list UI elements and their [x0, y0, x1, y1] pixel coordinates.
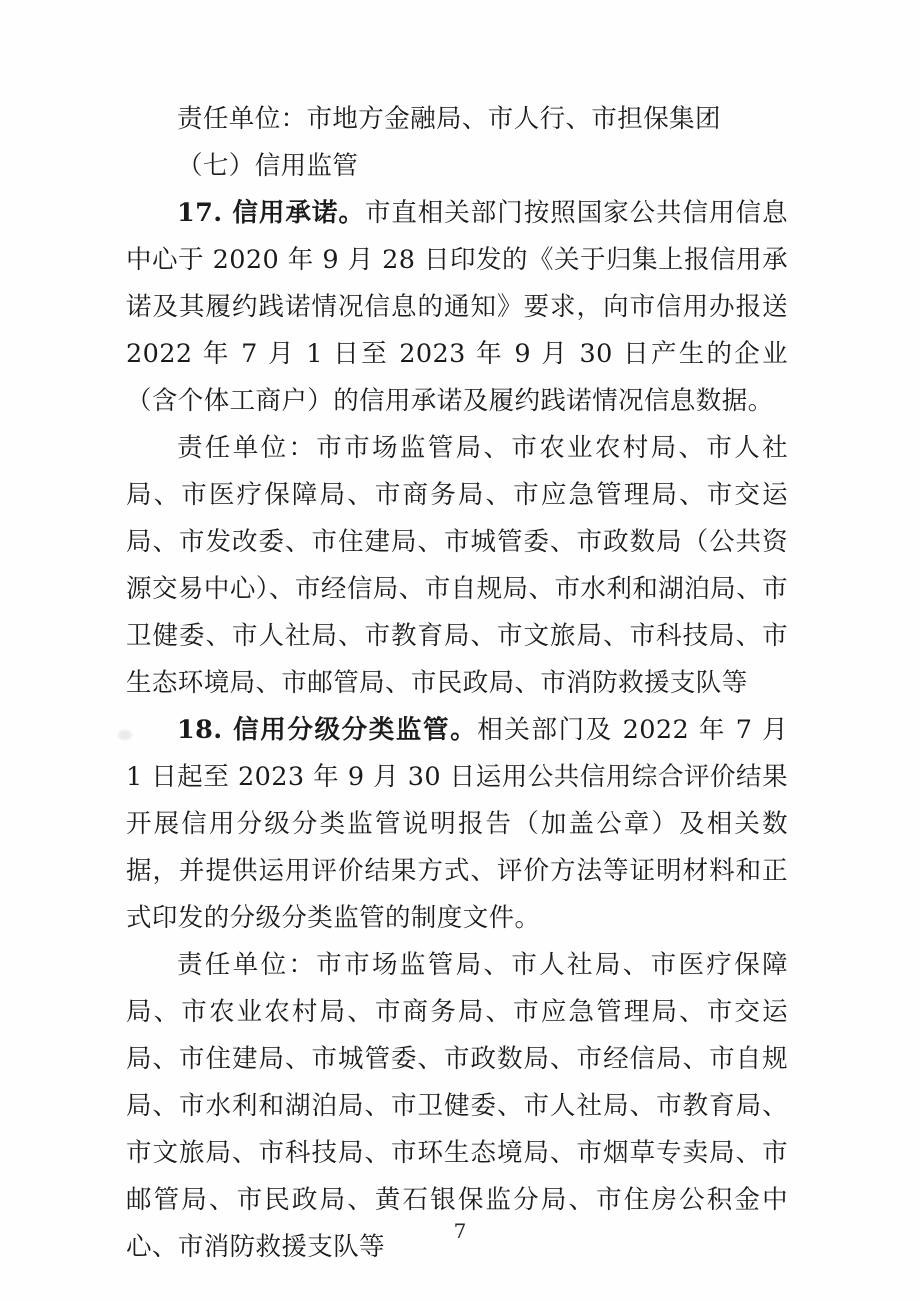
paragraph-item-18: [126, 707, 788, 942]
paragraph-section-heading-7: （七）信用监管: [177, 151, 359, 181]
paragraph-item-17: [126, 190, 788, 425]
item-17-text: 市直相关部门按照国家公共信用信息中心于 2020 年 9 月 28 日印发的《关于归集上报信用承诺及其履约践诺情况信息的通知》要求，向市信用办报送 2022 年 7 月 1 日至 2023 年 9 月 30 日产生的企业（含个体工商户）的信用承诺及履约践诺情况信息数据。: [126, 198, 788, 416]
paragraph-responsible-unit-1: 责任单位：市地方金融局、市人行、市担保集团: [177, 104, 721, 134]
item-18-lead: 18. 信用分级分类监管。: [177, 715, 478, 745]
item-17-lead: 17. 信用承诺。: [177, 198, 365, 228]
paper-smudge: [118, 730, 132, 740]
page-number: 7: [453, 1219, 467, 1243]
paragraph-responsible-unit-3: 责任单位：市市场监管局、市人社局、市医疗保障局、市农业农村局、市商务局、市应急管理局、市交运局、市住建局、市城管委、市政数局、市经信局、市自规局、市水利和湖泊局、市卫健委、市人社局、市教育局、市文旅局、市科技局、市环生态境局、市烟草专卖局、市邮管局、市民政局、黄石银保监分局、市住房公积金中心、市消防救援支队等: [126, 950, 788, 1262]
item-18-text: 相关部门及 2022 年 7 月 1 日起至 2023 年 9 月 30 日运用公共信用综合评价结果开展信用分级分类监管说明报告（加盖公章）及相关数据，并提供运用评价结果方式、评价方法等证明材料和正式印发的分级分类监管的制度文件。: [126, 715, 788, 933]
paragraph-responsible-unit-2: 责任单位：市市场监管局、市农业农村局、市人社局、市医疗保障局、市商务局、市应急管理局、市交运局、市发改委、市住建局、市城管委、市政数局（公共资源交易中心）、市经信局、市自规局、市水利和湖泊局、市卫健委、市人社局、市教育局、市文旅局、市科技局、市生态环境局、市邮管局、市民政局、市消防救援支队等: [126, 433, 788, 698]
document-body: [126, 96, 788, 1271]
